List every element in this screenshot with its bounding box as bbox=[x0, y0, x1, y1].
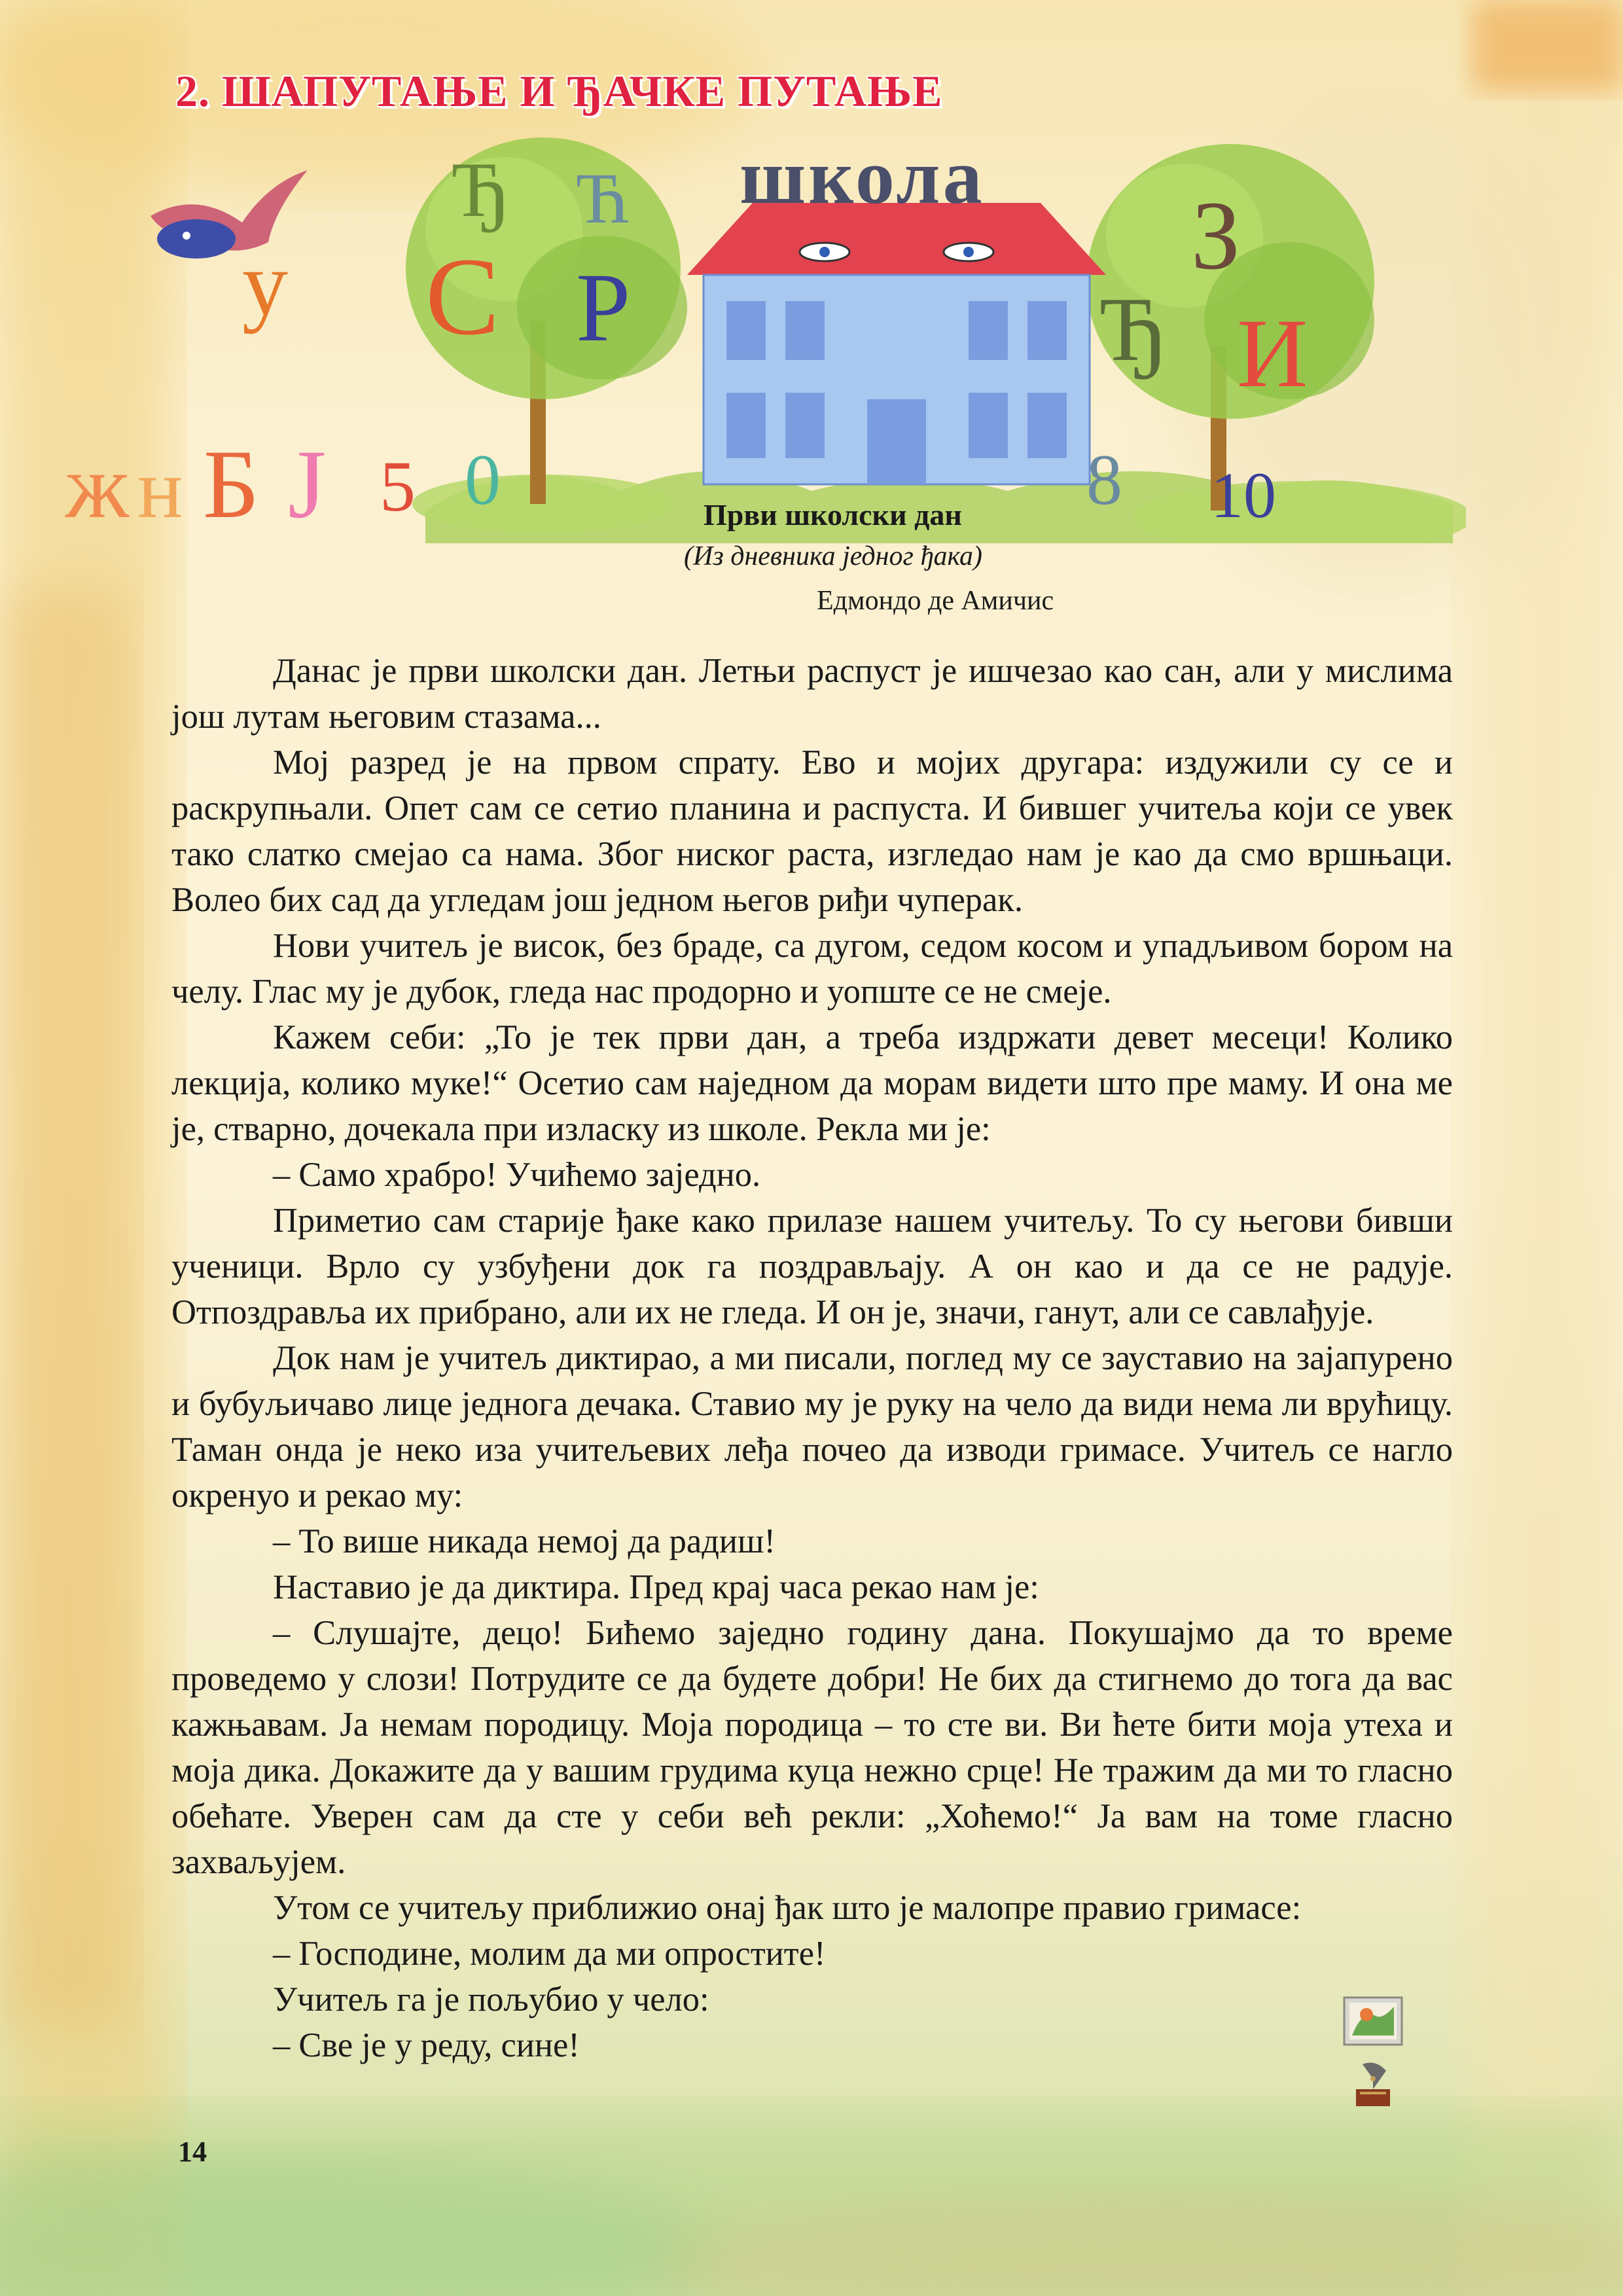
paragraph: – Све је у реду, сине! bbox=[273, 2026, 580, 2064]
paragraph: Мој разред је на првом спрату. Ево и мојих другара: издужили су се и раскрупњали. Опет сам се сетио планина и распуста. И бившег учитеља који се увек тако слатко смејао са нама. Због ниског раста, изгледао нам је као да смо вршњаци. Волео бих сад да угледам још једном његов риђи чуперак. bbox=[171, 744, 1453, 919]
letter: И bbox=[1237, 299, 1308, 408]
page-number: 14 bbox=[178, 2136, 207, 2168]
paragraph: – Слушајте, децо! Бићемо заједно годину дана. Покушајмо да то време проведемо у слози! Потрудите се да будете добри! Не бих да стигнемо до тога да вас кажњавам. Ја немам породицу. Моја породица – то сте ви. Ви ћете бити моја утеха и моја дика. Докажите да у вашим грудима куца нежно срце! Не тражим да ми то гласно обећате. Уверен сам да сте у себи већ рекли: „Хоћемо!“ Ја вам на томе гласно захваљујем. bbox=[171, 1614, 1453, 1881]
story-body bbox=[171, 648, 1453, 2068]
paragraph: Данас је први школски дан. Летњи распуст је ишчезао као сан, али у мислима још лутам његовим стазама... bbox=[171, 652, 1453, 736]
paragraph: Нови учитељ је висок, без браде, са дугом, седом косом и упадљивом бором на челу. Глас му је дубок, гледа нас продорно и уопште се не смеје. bbox=[171, 927, 1453, 1011]
paragraph: Учитељ га је пољубио у чело: bbox=[273, 1981, 709, 2018]
paragraph: Приметио сам старије ђаке како прилазе нашем учитељу. То су његови бивши ученици. Врло су узбуђени док га поздрављају. А он као и да се не радује. Отпоздравља их прибрано, али их не гледа. И он је, значи, ганут, али се савлађује. bbox=[171, 1202, 1453, 1331]
story-title: Први школски дан bbox=[704, 498, 962, 531]
letter: н bbox=[137, 442, 183, 536]
paragraph: Утом се учитељу приближио онај ђак што је малопре правио гримасе: bbox=[273, 1889, 1302, 1927]
school-window bbox=[969, 301, 1008, 360]
letter: Ђ bbox=[452, 146, 511, 233]
paragraph: – Господине, молим да ми опростите! bbox=[273, 1935, 826, 1973]
paragraph: – То више никада немој да радиш! bbox=[273, 1522, 776, 1560]
letter: Ј bbox=[288, 430, 327, 539]
media-icons bbox=[1343, 1996, 1403, 2109]
letter: С bbox=[425, 235, 500, 358]
letter: ж bbox=[65, 436, 129, 537]
school-window bbox=[969, 393, 1008, 458]
paragraph: Кажем себи: „То је тек први дан, а треба издржати девет месеци! Колико лекција, колико муке!“ Осетио сам наједном да морам видети што пре маму. И она ме је, стварно, дочекала при изласку из школе. Рекла ми је: bbox=[171, 1018, 1453, 1148]
letter: 8 bbox=[1086, 440, 1122, 520]
paragraph: Док нам је учитељ диктирао, а ми писали, поглед му се зауставио на зајапурено и бубуљичаво лице једнога дечака. Ставио му је руку на чело да види нема ли врућицу. Таман онда је неко иза учитељевих леђа почео да изводи гримасе. Учитељ се нагло окренуо и рекао му: bbox=[171, 1339, 1453, 1515]
story-author: Едмондо де Амичис bbox=[817, 586, 1054, 616]
school-window bbox=[726, 301, 766, 360]
school-door bbox=[867, 399, 926, 484]
letter: Ђ bbox=[1099, 279, 1169, 380]
school-window bbox=[785, 301, 825, 360]
school-window bbox=[1027, 393, 1067, 458]
story-subtitle: (Из дневника једног ђака) bbox=[684, 541, 983, 571]
paragraph: Наставио је да диктира. Пред крај часа рекао нам је: bbox=[273, 1568, 1039, 1606]
school-illustration bbox=[59, 124, 1466, 543]
school-window bbox=[1027, 301, 1067, 360]
picture-icon[interactable] bbox=[1343, 1996, 1403, 2046]
letter: Р bbox=[576, 253, 631, 362]
letter: 0 bbox=[465, 440, 501, 520]
letter: у bbox=[242, 233, 288, 334]
school-window bbox=[726, 393, 766, 458]
letter: З bbox=[1191, 181, 1241, 290]
page-title: 2. ШАПУТАЊЕ И ЂАЧКЕ ПУТАЊЕ bbox=[175, 66, 943, 116]
school-sign: школа bbox=[740, 133, 985, 220]
school-window bbox=[785, 393, 825, 458]
paragraph: – Само храбро! Учићемо заједно. bbox=[273, 1156, 761, 1194]
gramophone-icon[interactable] bbox=[1343, 2059, 1403, 2109]
letter: Б bbox=[203, 430, 260, 539]
letter: 10 bbox=[1211, 459, 1276, 531]
letter: 5 bbox=[380, 446, 416, 526]
letter: Ћ bbox=[576, 158, 630, 238]
